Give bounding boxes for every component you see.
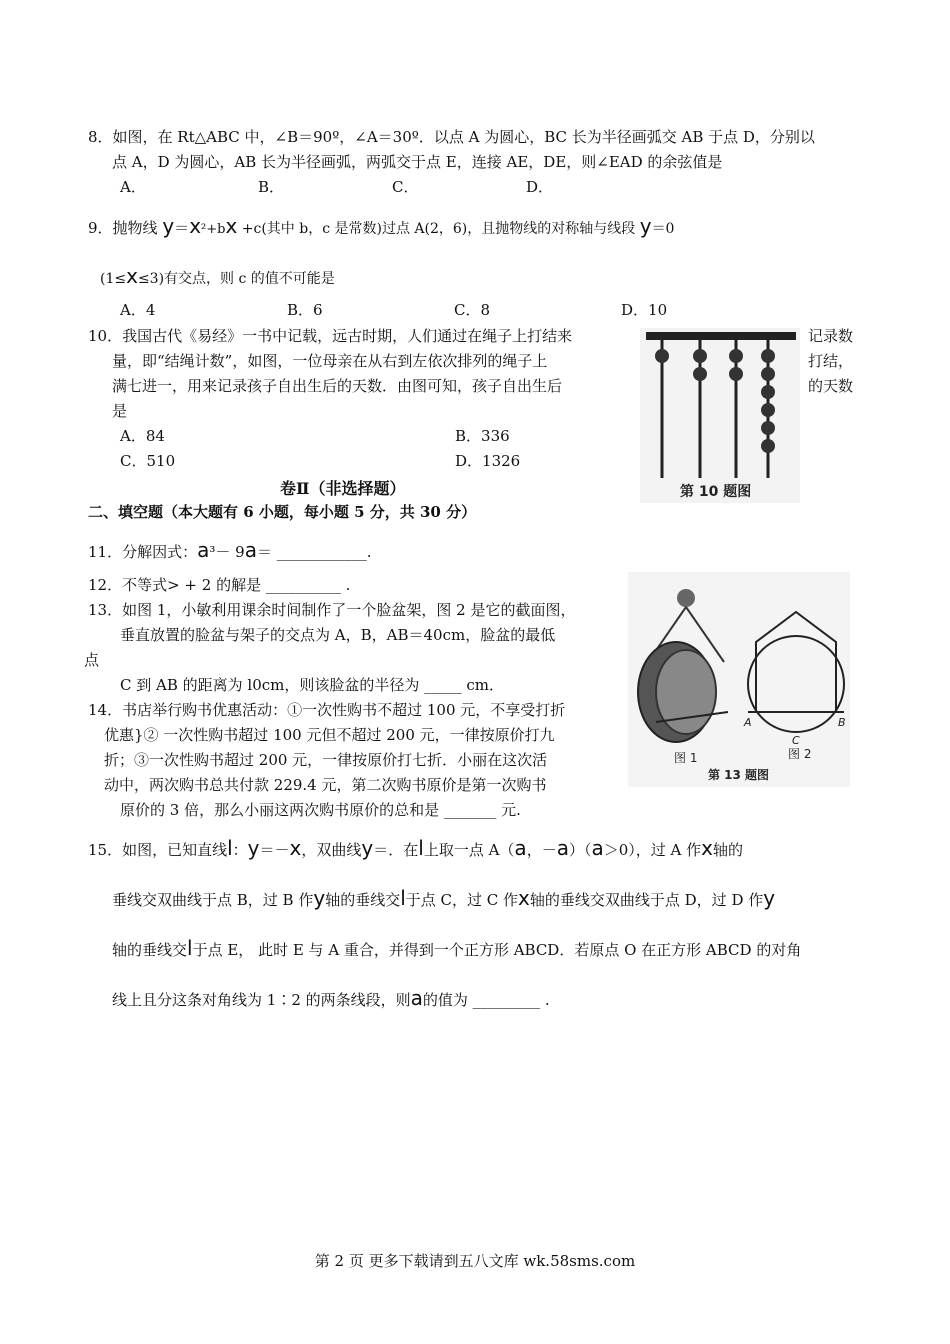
q15-var-l: l	[400, 886, 406, 910]
q9-var-x: x	[225, 214, 238, 238]
q10-options-row-2	[88, 449, 648, 474]
figure-13-caption: 第 13 题图	[708, 768, 770, 782]
q9-text: ≤3)有交点，则 c 的值不可能是	[137, 271, 335, 287]
question-14	[88, 698, 628, 823]
q13-line-2: 垂直放置的脸盆与架子的交点为 A，B，AB＝40cm，脸盆的最低	[120, 626, 556, 644]
q15-text: 轴的垂线交双曲线于点 D，过 D 作	[529, 891, 764, 909]
q15-var-y: y	[361, 836, 374, 860]
q15-text: ＝－	[259, 841, 290, 859]
q10-option-d: D．1326	[455, 452, 521, 470]
q9-text: ＝0	[651, 221, 675, 237]
page-footer: 第 2 页 更多下载请到五八文库 wk.58sms.com	[314, 1252, 636, 1270]
q15-text: 轴的垂线交	[112, 941, 188, 959]
q15-text: 线上且分这条对角线为 1∶2 的两条线段，则	[112, 991, 411, 1009]
q15-line-2	[112, 884, 868, 914]
question-13	[84, 598, 628, 698]
question-9	[88, 212, 868, 244]
q14-line-5: 原价的 3 倍，那么小丽这两次购书原价的总和是 _______ 元.	[120, 801, 521, 819]
q9-equals: ＝	[174, 219, 190, 237]
q10-line-3: 满七进一，用来记录孩子自出生后的天数．由图可知，孩子自出生后	[112, 377, 563, 395]
q10-option-c: C．510	[120, 452, 176, 470]
question-15	[88, 834, 868, 864]
figure-13	[628, 572, 850, 787]
q9-var-y: y	[639, 214, 652, 238]
q15-text: 上取一点 A（	[423, 841, 515, 859]
q15-text: 于点 E， 此时 E 与 A 重合，并得到一个正方形 ABCD．若原点 O 在正方形 ABCD 的对角	[192, 941, 802, 959]
q8-option-c: C．	[392, 178, 419, 196]
q9-option-b: B．6	[287, 301, 323, 319]
q9-line-2	[100, 262, 880, 293]
q14-line-4: 动中，两次购书总共付款 229.4 元，第二次购书原价是第一次购书	[104, 776, 547, 794]
q15-text: ＝．在	[373, 841, 419, 859]
q10-option-b: B．336	[455, 427, 510, 445]
q15-var-a: a	[556, 836, 569, 860]
q15-var-a: a	[514, 836, 527, 860]
q15-var-x: x	[289, 836, 302, 860]
q8-line-2: 点 A，D 为圆心，AB 长为半径画弧，两弧交于点 E，连接 AE，DE，则∠EAD 的余弦值是	[112, 153, 723, 171]
question-12: 12．不等式> + 2 的解是 __________ .	[88, 576, 351, 594]
washbasin-figure	[628, 572, 850, 787]
q10-line-1-right: 记录数	[808, 327, 854, 345]
q15-text: 15．如图，已知直线	[88, 841, 228, 859]
q15-var-y: y	[247, 836, 260, 860]
question-8	[88, 125, 868, 200]
q15-text: ＞0），过 A 作	[603, 841, 702, 859]
q9-number: 9．	[88, 219, 113, 237]
q15-var-a: a	[410, 986, 423, 1010]
q9-option-d: D．10	[621, 301, 668, 319]
q8-line-1: 8．如图，在 Rt△ABC 中，∠B＝90º，∠A＝30º．以点 A 为圆心，BC 长为半径画弧交 AB 于点 D，分别以	[88, 128, 815, 146]
figure-10	[640, 328, 800, 503]
q9-line-1	[88, 212, 868, 244]
question-11	[88, 536, 868, 566]
q15-var-l: l	[227, 836, 233, 860]
q11-text: ＝ ____________.	[256, 543, 372, 561]
q11-text: ³－ 9	[209, 543, 245, 561]
q15-text: ，－	[526, 841, 557, 859]
q15-var-y: y	[763, 886, 776, 910]
q15-text: 的值为 _________ .	[422, 991, 550, 1009]
q8-option-b: B．	[258, 178, 285, 196]
q14-line-3: 折；③一次性购书超过 200 元，一律按原价打七折．小丽在这次活	[104, 751, 548, 769]
q15-line-4	[112, 984, 868, 1014]
q15-text: 轴的垂线交	[325, 891, 401, 909]
q10-option-a: A．84	[120, 427, 165, 445]
q9-var-x: x	[189, 214, 202, 238]
section-2-title: 卷Ⅱ（非选择题）	[280, 479, 406, 498]
q10-line-1: 10．我国古代《易经》一书中记载，远古时期，人们通过在绳子上打结来	[88, 327, 573, 345]
q15-text: ）（	[568, 841, 592, 859]
q15-var-l: l	[187, 936, 193, 960]
q15-text: ，双曲线	[301, 841, 362, 859]
q9-var-x: x	[126, 264, 138, 288]
q14-line-1: 14．书店举行购书优惠活动：①一次性购书不超过 100 元，不享受打折	[88, 701, 566, 719]
q8-option-d: D．	[526, 178, 554, 196]
q11-var-a: a	[244, 538, 257, 562]
q10-options-row-1	[88, 424, 648, 449]
q15-text: 垂线交双曲线于点 B，过 B 作	[112, 891, 314, 909]
section-2-heading: 二、填空题（本大题有 6 小题，每小题 5 分，共 30 分）	[88, 503, 477, 521]
q11-text: 11．分解因式：	[88, 543, 198, 561]
q10-line-2-right: 打结，	[808, 352, 854, 370]
q9-option-c: C．8	[454, 301, 491, 319]
q15-var-y: y	[313, 886, 326, 910]
q15-text: 轴的	[713, 841, 744, 859]
q9-options	[120, 298, 900, 323]
figure-13-label-1: 图 1	[674, 751, 698, 765]
figure-10-caption: 第 10 题图	[680, 484, 752, 500]
q11-var-a: a	[197, 538, 210, 562]
q10-line-2: 量，即“结绳计数”，如图，一位母亲在从右到左依次排列的绳子上	[112, 352, 548, 370]
q14-line-2: 优惠}② 一次性购书超过 100 元但不超过 200 元，一律按原价打九	[104, 726, 555, 744]
figure-13-point-a: A	[744, 716, 752, 729]
q15-text: 于点 C，过 C 作	[405, 891, 519, 909]
q15-var-a: a	[591, 836, 604, 860]
q9-option-a: A．4	[120, 301, 156, 319]
q13-line-1: 13．如图 1，小敏利用课余时间制作了一个脸盆架，图 2 是它的截面图，	[88, 601, 576, 619]
knotted-ropes-figure	[640, 328, 800, 503]
q10-line-4: 是	[112, 402, 128, 420]
q15-text: ：	[232, 841, 248, 859]
q15-var-x: x	[701, 836, 714, 860]
q9-var-y: y	[162, 214, 175, 238]
q10-line-3-right: 的天数	[808, 377, 854, 395]
q9-text: +c(其中 b，c 是常数)过点 A(2，6)，且抛物线的对称轴与线段	[237, 221, 640, 237]
q9-text: ²+b	[201, 222, 226, 237]
figure-13-point-c: C	[792, 734, 800, 747]
q15-line-3	[112, 934, 868, 964]
q15-var-x: x	[518, 886, 530, 910]
q10-right-text	[808, 324, 868, 399]
q15-var-l: l	[418, 836, 424, 860]
q8-option-a: A．	[120, 178, 146, 196]
q8-options	[88, 175, 868, 200]
question-10	[88, 324, 648, 474]
figure-13-point-b: B	[838, 716, 846, 729]
q13-line-4: C 到 AB 的距离为 l0cm，则该脸盆的半径为 _____ cm．	[120, 676, 505, 694]
figure-13-label-2: 图 2	[788, 747, 812, 761]
q9-text: (1≤	[100, 271, 127, 287]
q13-line-3: 点	[84, 651, 100, 669]
q9-text: 抛物线	[112, 219, 163, 237]
